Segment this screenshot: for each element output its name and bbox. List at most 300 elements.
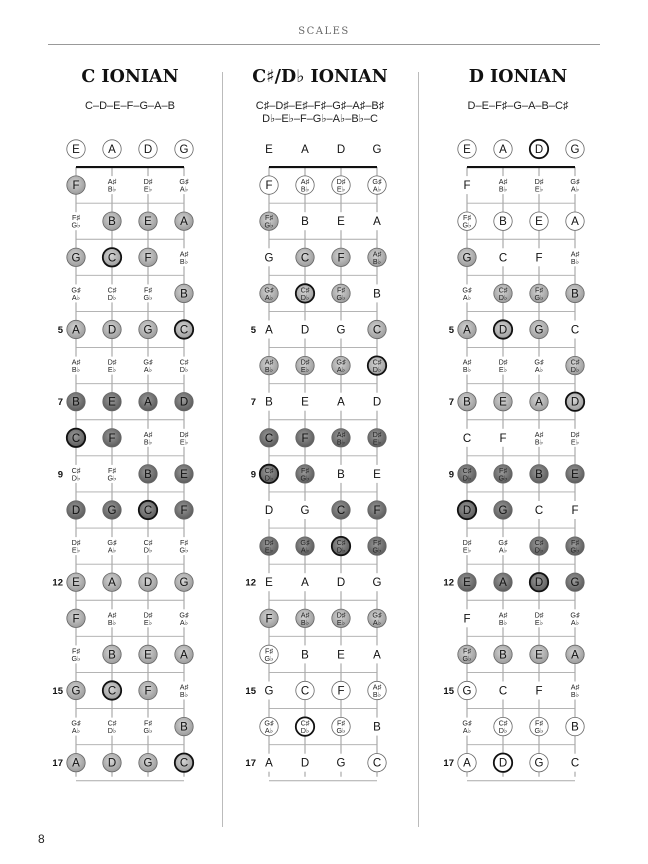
note-label: G — [372, 577, 382, 590]
fretboard-1 — [52, 140, 193, 781]
note-label: D — [300, 324, 310, 337]
note-label: C — [462, 432, 472, 445]
note-label: A♭ — [71, 726, 81, 736]
note-label: C — [179, 324, 189, 337]
note-label: F — [337, 252, 345, 265]
note-label: C — [143, 505, 153, 517]
note-label: D♭ — [143, 545, 153, 555]
note-label: F♯ — [72, 646, 80, 656]
note-label: G♯ — [570, 177, 580, 187]
note-label: G♯ — [498, 538, 508, 548]
note-label: A♯ — [570, 682, 580, 692]
note-label: C — [107, 685, 117, 698]
note-label: B♭ — [179, 690, 189, 699]
note-label: G — [336, 324, 346, 337]
note-label: D♯ — [264, 538, 274, 548]
note-label: A — [144, 396, 152, 409]
note-label: B♭ — [498, 184, 508, 194]
note-label: D — [498, 757, 508, 770]
note-label: D♭ — [498, 292, 508, 302]
note-label: A — [337, 396, 345, 409]
note-label: A♯ — [372, 682, 382, 692]
scale-notes-line: C–D–E–F–G–A–B — [85, 100, 175, 112]
note-label: E♭ — [71, 545, 81, 555]
note-label: B — [144, 468, 152, 481]
note-label: A♯ — [462, 357, 472, 367]
note-label: G♯ — [264, 285, 274, 295]
note-label: D♯ — [534, 177, 544, 187]
note-label: C — [300, 252, 310, 265]
note-label: E♭ — [570, 437, 580, 447]
page-number: 8 — [38, 832, 45, 846]
note-label: F♯ — [337, 718, 345, 728]
note-label: E — [72, 577, 80, 590]
note-label: A — [499, 144, 507, 156]
note-label: G♯ — [336, 357, 346, 367]
note-label: G — [143, 757, 153, 770]
note-label: D — [107, 324, 117, 337]
note-label: A — [265, 324, 273, 337]
note-label: D♭ — [264, 473, 274, 483]
note-label: B — [373, 288, 381, 301]
note-label: D — [534, 577, 544, 590]
note-label: E — [108, 396, 116, 409]
note-label: A — [535, 396, 543, 409]
note-label: B♭ — [107, 617, 117, 627]
note-label: G — [372, 144, 382, 156]
note-label: F♯ — [373, 538, 381, 548]
note-label: G♭ — [498, 473, 508, 483]
note-label: D — [498, 324, 508, 337]
note-label: D♭ — [300, 726, 310, 736]
note-label: G♯ — [71, 285, 81, 295]
note-label: A♭ — [462, 726, 472, 736]
note-label: D♭ — [498, 726, 508, 736]
note-label: C♯ — [372, 357, 382, 367]
note-label: E — [535, 649, 543, 662]
scale-notes-line: D♭–E♭–F–G♭–A♭–B♭–C — [262, 113, 378, 125]
note-label: D♯ — [372, 429, 382, 439]
fret-number: 5 — [250, 325, 256, 336]
note-label: B♭ — [336, 437, 346, 447]
note-label: G — [534, 757, 544, 770]
note-label: A — [463, 757, 471, 770]
note-label: D — [71, 505, 81, 517]
note-label: E — [337, 649, 345, 662]
note-label: A♯ — [534, 429, 544, 439]
note-label: G — [462, 252, 472, 265]
note-label: D♭ — [372, 365, 382, 375]
note-label: D♯ — [336, 177, 346, 187]
note-label: D♭ — [336, 545, 346, 555]
note-label: G♯ — [372, 610, 382, 620]
note-label: C — [264, 432, 274, 445]
note-label: C♯ — [264, 465, 274, 475]
note-label: G♭ — [71, 653, 81, 663]
note-label: B — [499, 649, 507, 662]
note-label: D♯ — [336, 610, 346, 620]
note-label: F♯ — [337, 285, 345, 295]
note-label: D — [300, 757, 310, 770]
note-label: A♭ — [179, 184, 189, 194]
note-label: D — [372, 396, 382, 409]
note-label: G♭ — [300, 473, 310, 483]
note-label: G♯ — [179, 177, 189, 187]
note-label: G — [264, 685, 274, 698]
note-label: A♯ — [143, 429, 153, 439]
note-label: F — [180, 505, 188, 517]
note-label: E♭ — [372, 437, 382, 447]
note-label: A♯ — [107, 177, 117, 187]
note-label: C♯ — [498, 718, 508, 728]
note-label: C♯ — [570, 357, 580, 367]
note-label: E♭ — [300, 365, 310, 375]
note-label: D♭ — [179, 365, 189, 375]
note-label: B♭ — [143, 437, 153, 447]
note-label: G — [534, 324, 544, 337]
note-label: F♯ — [72, 213, 80, 223]
note-label: A♯ — [570, 249, 580, 259]
note-label: F — [463, 613, 471, 626]
fret-number: 5 — [57, 325, 63, 336]
fret-number: 9 — [57, 469, 63, 481]
note-label: D♭ — [107, 292, 117, 302]
scale-notes-line: C♯–D♯–E♯–F♯–G♯–A♯–B♯ — [255, 100, 385, 112]
note-label: G — [336, 757, 346, 770]
note-label: E — [463, 144, 471, 156]
note-label: F — [144, 252, 152, 265]
note-label: C♯ — [498, 285, 508, 295]
note-label: F♯ — [571, 538, 579, 548]
fret-number: 12 — [245, 577, 256, 589]
note-label: A♭ — [264, 726, 274, 736]
note-label: A♭ — [462, 292, 472, 302]
note-label: F — [535, 252, 543, 265]
note-label: A — [72, 757, 80, 770]
fret-number: 12 — [52, 577, 63, 589]
note-label: G♯ — [300, 538, 310, 548]
note-label: A — [72, 324, 80, 337]
column-title-2: C♯/D♭ IONIAN — [252, 67, 388, 87]
note-label: B♭ — [300, 184, 310, 194]
note-label: A♯ — [498, 610, 508, 620]
note-label: D — [264, 505, 274, 517]
note-label: A♭ — [264, 292, 274, 302]
note-label: C — [107, 252, 117, 265]
note-label: C♯ — [300, 718, 310, 728]
note-label: G♭ — [534, 292, 544, 302]
note-label: A♯ — [179, 682, 189, 692]
note-label: A♭ — [71, 292, 81, 302]
note-label: D♯ — [143, 610, 153, 620]
fret-number: 17 — [52, 758, 63, 770]
note-label: G♯ — [143, 357, 153, 367]
note-label: G — [462, 685, 472, 698]
note-label: F — [72, 180, 80, 193]
note-label: D♯ — [71, 538, 81, 548]
note-label: D♭ — [107, 726, 117, 736]
fretboard-2 — [245, 140, 386, 781]
note-label: D♭ — [71, 473, 81, 483]
note-label: B♭ — [264, 365, 274, 375]
note-label: A — [108, 144, 116, 156]
note-label: G♭ — [462, 220, 472, 230]
note-label: B♭ — [498, 617, 508, 627]
note-label: D♯ — [179, 429, 189, 439]
note-label: A♭ — [498, 545, 508, 555]
note-label: E — [180, 468, 188, 481]
note-label: E — [144, 649, 152, 662]
fret-number: 15 — [443, 686, 454, 697]
note-label: B♭ — [462, 365, 472, 375]
note-label: D — [107, 757, 117, 770]
note-label: B♭ — [570, 256, 580, 266]
note-label: A — [265, 757, 273, 770]
note-label: G♯ — [264, 718, 274, 728]
note-label: B — [265, 396, 273, 409]
note-label: G♭ — [179, 545, 189, 555]
note-label: G♯ — [570, 610, 580, 620]
note-label: F♯ — [535, 718, 543, 728]
note-label: B♭ — [300, 617, 310, 627]
note-label: A♯ — [498, 177, 508, 187]
note-label: E♭ — [107, 365, 117, 375]
note-label: A♭ — [534, 365, 544, 375]
note-label: E — [265, 577, 273, 590]
note-label: F — [337, 685, 345, 698]
note-label: D — [179, 396, 189, 409]
note-label: B — [373, 721, 381, 734]
note-label: F — [301, 432, 309, 445]
note-label: E — [499, 396, 507, 409]
note-label: A♭ — [300, 545, 310, 555]
note-label: C♯ — [462, 465, 472, 475]
note-label: E♭ — [498, 365, 508, 375]
fret-number: 17 — [443, 758, 454, 770]
note-label: D♭ — [534, 545, 544, 555]
note-label: E♭ — [264, 545, 274, 555]
fretboard-3 — [443, 140, 584, 781]
note-label: F — [265, 613, 273, 626]
note-label: B — [180, 288, 188, 301]
note-label: B — [108, 649, 116, 662]
note-label: B♭ — [372, 690, 382, 699]
note-label: G♭ — [143, 292, 153, 302]
note-label: D♯ — [107, 357, 117, 367]
note-label: D♭ — [462, 473, 472, 483]
note-label: D♭ — [300, 292, 310, 302]
note-label: C♯ — [336, 538, 346, 548]
fret-number: 5 — [448, 325, 454, 336]
note-label: F♯ — [463, 213, 471, 223]
fret-number: 15 — [52, 686, 63, 697]
note-label: F♯ — [180, 538, 188, 548]
note-label: B♭ — [179, 256, 189, 266]
note-label: A — [373, 649, 381, 662]
note-label: B — [180, 721, 188, 734]
note-label: E♭ — [336, 184, 346, 194]
note-label: G♭ — [107, 473, 117, 483]
note-label: E — [535, 216, 543, 229]
note-label: G♯ — [372, 177, 382, 187]
note-label: G — [107, 505, 117, 517]
note-label: B — [301, 649, 309, 662]
fret-number: 7 — [57, 397, 63, 409]
note-label: A♯ — [336, 429, 346, 439]
note-label: F — [265, 180, 273, 193]
note-label: E♭ — [143, 617, 153, 627]
fret-number: 7 — [448, 397, 454, 409]
note-label: B — [463, 396, 471, 409]
note-label: G — [498, 505, 508, 517]
note-label: A — [180, 649, 188, 662]
note-label: G — [179, 144, 189, 156]
note-label: A♭ — [107, 545, 117, 555]
note-label: G — [143, 324, 153, 337]
note-label: F — [571, 505, 579, 517]
note-label: E — [301, 396, 309, 409]
note-label: G — [179, 577, 189, 590]
note-label: G — [71, 685, 81, 698]
note-label: E — [265, 144, 273, 156]
note-label: G♭ — [71, 220, 81, 230]
note-label: G♭ — [264, 220, 274, 230]
note-label: F♯ — [108, 465, 116, 475]
note-label: C — [71, 432, 81, 445]
note-label: A♭ — [570, 617, 580, 627]
note-label: C♯ — [534, 538, 544, 548]
note-label: A♯ — [179, 249, 189, 259]
note-label: E♭ — [534, 184, 544, 194]
note-label: F — [535, 685, 543, 698]
note-label: C — [372, 324, 382, 337]
note-label: F♯ — [265, 646, 273, 656]
note-label: F♯ — [463, 646, 471, 656]
note-label: G♭ — [534, 726, 544, 736]
fret-number: 17 — [245, 758, 256, 770]
note-label: B♭ — [570, 690, 580, 699]
note-label: C — [498, 685, 508, 698]
note-label: E — [337, 216, 345, 229]
note-label: D — [336, 144, 346, 156]
note-label: A♭ — [372, 617, 382, 627]
note-label: F♯ — [144, 285, 152, 295]
note-label: A♭ — [143, 365, 153, 375]
note-label: E♭ — [143, 184, 153, 194]
note-label: C — [372, 757, 382, 770]
note-label: D — [336, 577, 346, 590]
note-label: A — [301, 144, 309, 156]
note-label: C♯ — [107, 285, 117, 295]
note-label: C — [570, 757, 580, 770]
note-label: F♯ — [265, 213, 273, 223]
note-label: G — [71, 252, 81, 265]
note-label: G♯ — [179, 610, 189, 620]
note-label: D♯ — [300, 357, 310, 367]
note-label: D♯ — [570, 429, 580, 439]
note-label: F♯ — [499, 465, 507, 475]
running-header: SCALES — [298, 26, 350, 37]
note-label: B — [571, 721, 579, 734]
fret-number: 12 — [443, 577, 454, 589]
note-label: G♭ — [336, 726, 346, 736]
note-label: G♭ — [264, 653, 274, 663]
note-label: D♯ — [498, 357, 508, 367]
note-label: C♯ — [143, 538, 153, 548]
note-label: E — [72, 144, 80, 156]
note-label: G♭ — [462, 653, 472, 663]
fret-number: 15 — [245, 686, 256, 697]
note-label: C♯ — [71, 465, 81, 475]
note-label: G — [264, 252, 274, 265]
column-title-1: C IONIAN — [81, 67, 179, 87]
note-label: A♭ — [336, 365, 346, 375]
note-label: G♯ — [71, 718, 81, 728]
fret-number: 9 — [448, 469, 454, 481]
note-label: A — [301, 577, 309, 590]
note-label: A♯ — [264, 357, 274, 367]
note-label: C♯ — [300, 285, 310, 295]
note-label: A♯ — [300, 177, 310, 187]
note-label: B — [535, 468, 543, 481]
note-label: G♯ — [462, 718, 472, 728]
note-label: E♭ — [336, 617, 346, 627]
note-label: B — [499, 216, 507, 229]
note-label: A♯ — [71, 357, 81, 367]
note-label: C♯ — [179, 357, 189, 367]
note-label: A♭ — [372, 184, 382, 194]
note-label: D — [143, 577, 153, 590]
note-label: B♭ — [534, 437, 544, 447]
note-label: D♯ — [143, 177, 153, 187]
note-label: F — [144, 685, 152, 698]
note-label: G♯ — [462, 285, 472, 295]
note-label: A — [373, 216, 381, 229]
note-label: B♭ — [372, 256, 382, 266]
note-label: A♯ — [300, 610, 310, 620]
note-label: F♯ — [535, 285, 543, 295]
fret-number: 7 — [250, 397, 256, 409]
note-label: C — [498, 252, 508, 265]
note-label: D — [570, 396, 580, 409]
note-label: D — [534, 144, 544, 156]
note-label: C — [570, 324, 580, 337]
note-label: B — [301, 216, 309, 229]
note-label: E — [373, 468, 381, 481]
note-label: C♯ — [107, 718, 117, 728]
note-label: E — [144, 216, 152, 229]
note-label: C — [300, 685, 310, 698]
note-label: G♯ — [107, 538, 117, 548]
note-label: B — [337, 468, 345, 481]
note-label: E — [463, 577, 471, 590]
note-label: C — [179, 757, 189, 770]
note-label: C — [336, 505, 346, 517]
note-label: F — [463, 180, 471, 193]
note-label: F — [499, 432, 507, 445]
note-label: A♯ — [107, 610, 117, 620]
note-label: C — [534, 505, 544, 517]
note-label: F♯ — [301, 465, 309, 475]
note-label: D — [143, 144, 153, 156]
note-label: A — [571, 216, 579, 229]
fret-number: 9 — [250, 469, 256, 481]
note-label: F♯ — [144, 718, 152, 728]
note-label: G♭ — [336, 292, 346, 302]
note-label: G — [570, 144, 580, 156]
note-label: A♭ — [179, 617, 189, 627]
note-label: E♭ — [462, 545, 472, 555]
